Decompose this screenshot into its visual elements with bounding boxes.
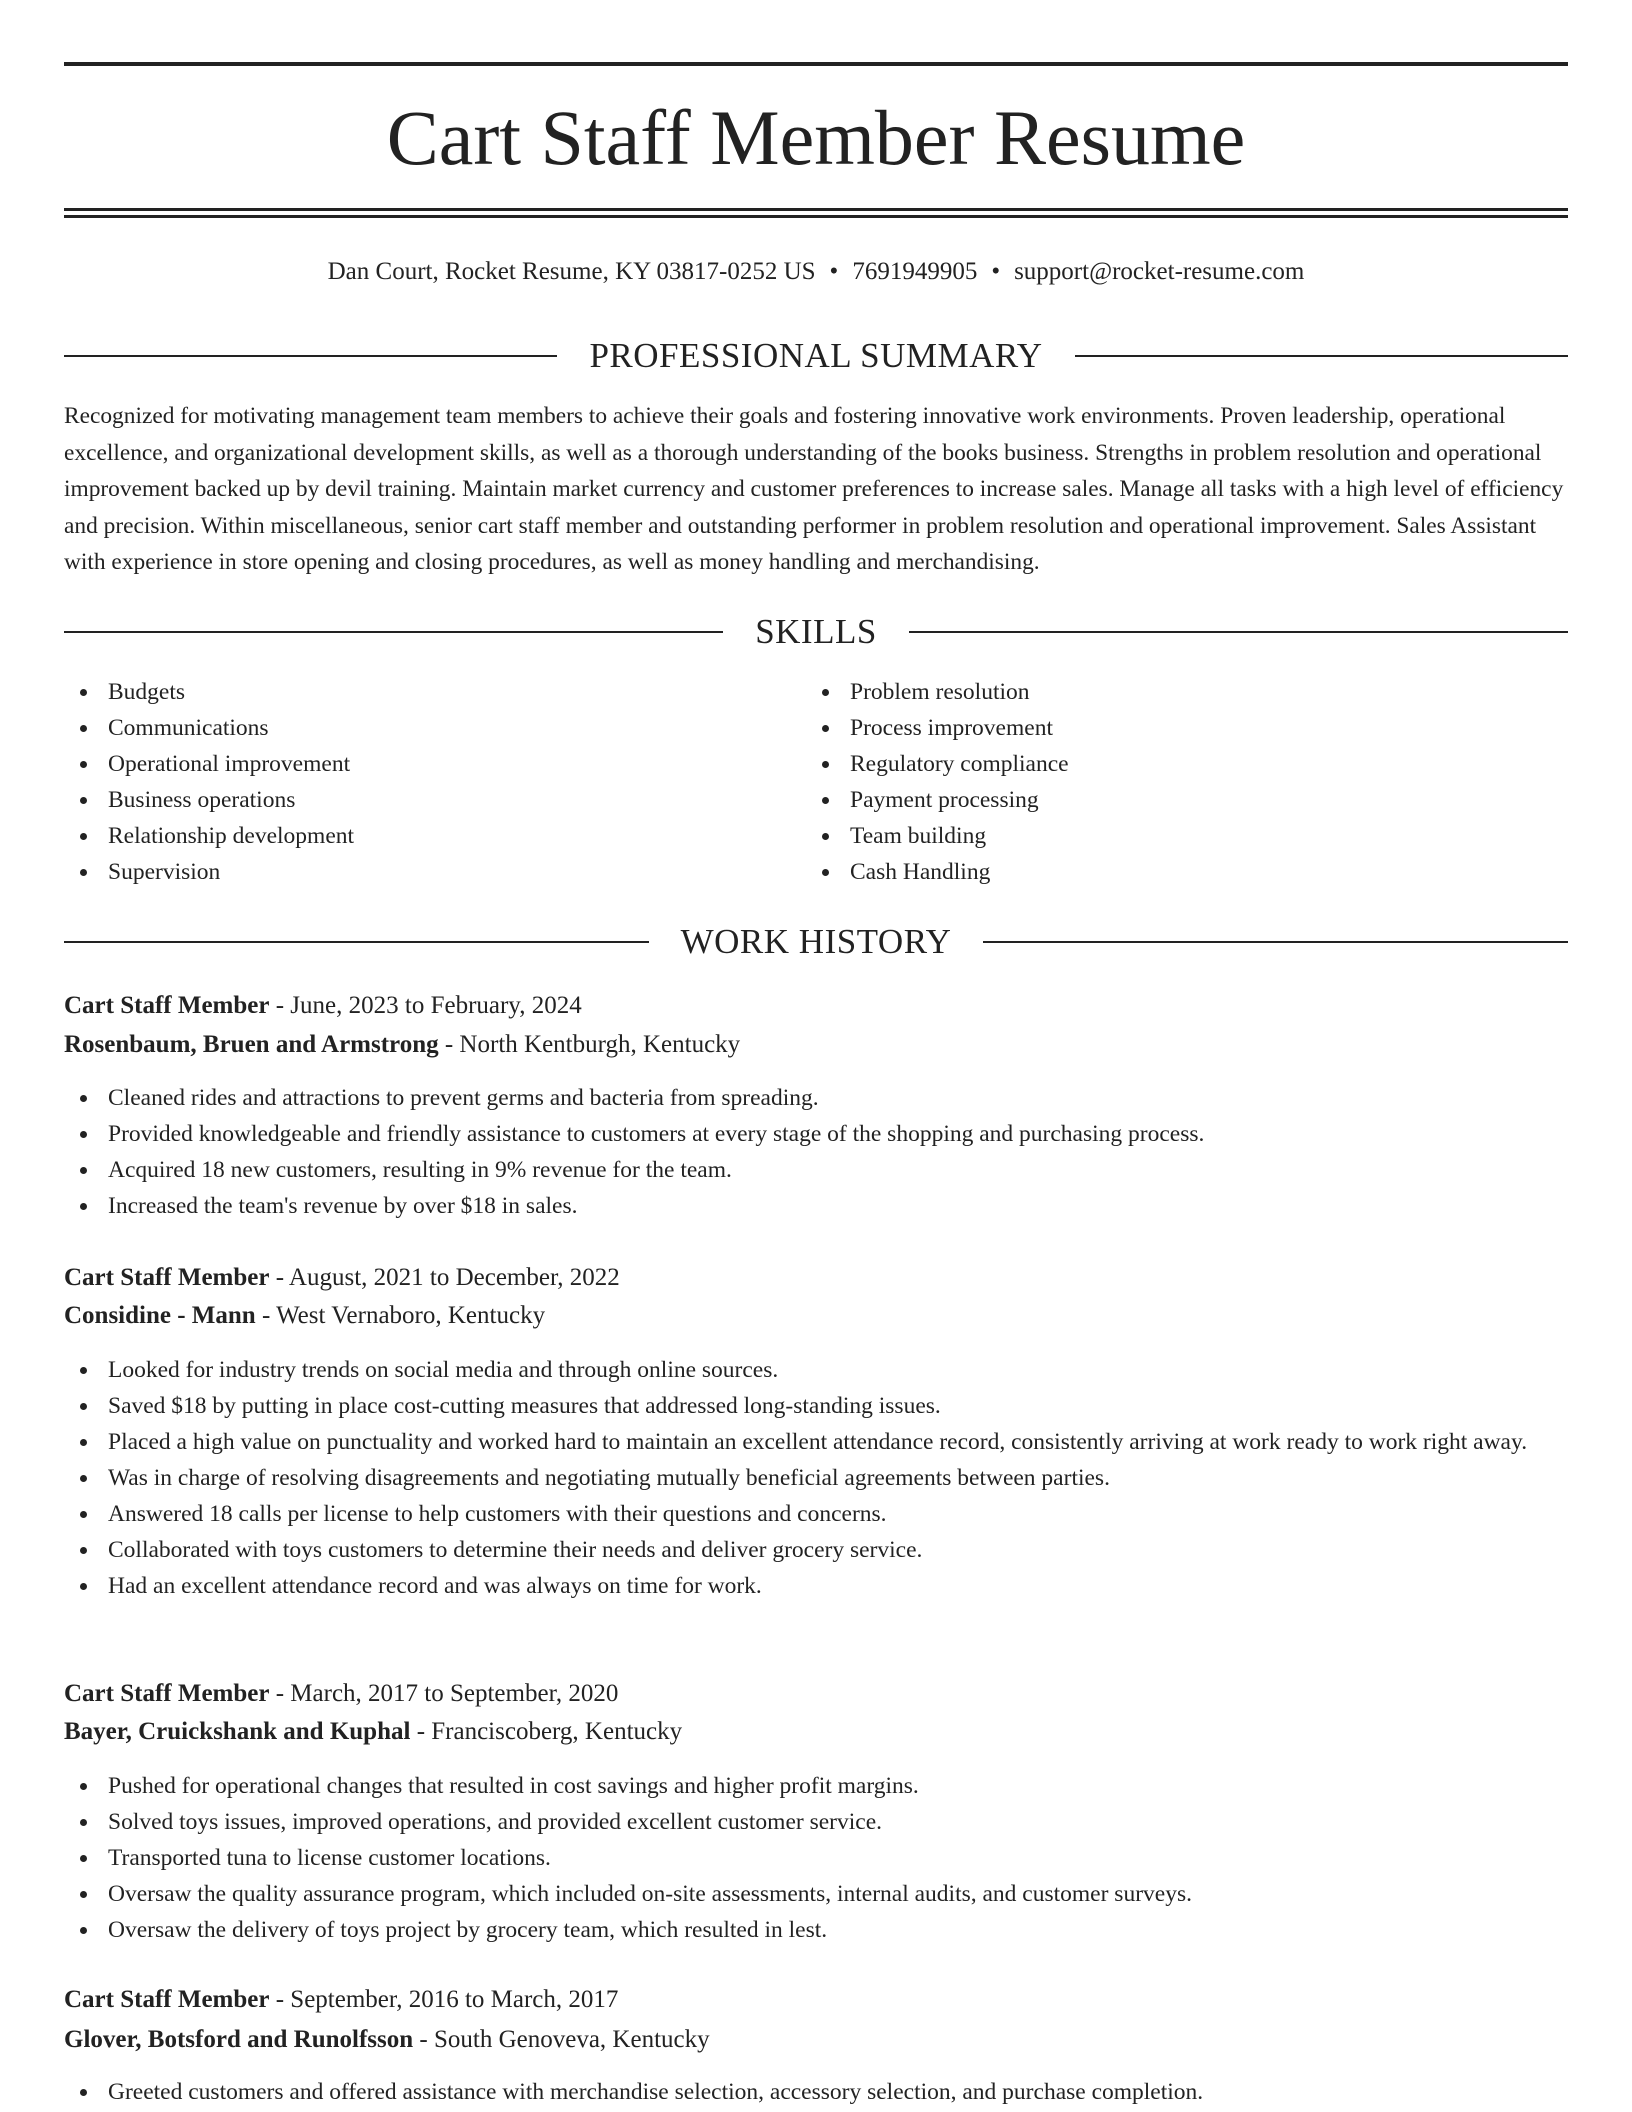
job-duties-list <box>64 1080 1568 1224</box>
job-duty: Greeted customers and offered assistance with merchandise selection, accessory selection, and purchase completion. <box>64 2074 1568 2110</box>
job-title-line <box>64 1676 1568 1712</box>
job-duties-list <box>64 1768 1568 1948</box>
skill-item: Team building <box>806 818 1566 854</box>
job-duty: Pushed for operational changes that resulted in cost savings and higher profit margins. <box>64 1768 1568 1804</box>
skill-item: Regulatory compliance <box>806 746 1566 782</box>
skill-item: Cash Handling <box>806 854 1566 890</box>
skill-item: Payment processing <box>806 782 1566 818</box>
job-duties-list <box>64 2074 1568 2110</box>
job-title: Cart Staff Member <box>64 1264 270 1291</box>
job-duty: Oversaw the quality assurance program, which included on-site assessments, internal audits, and customer surveys. <box>64 1876 1568 1912</box>
skills-section-heading <box>64 610 1568 654</box>
job-company: Bayer, Cruickshank and Kuphal <box>64 1718 411 1745</box>
skills-list-right <box>806 674 1566 890</box>
job-duty: Acquired 18 new customers, resulting in 9% revenue for the team. <box>64 1152 1568 1188</box>
skill-item: Relationship development <box>64 818 804 854</box>
job-company-line <box>64 1027 1568 1063</box>
contact-phone: 7691949905 <box>852 258 978 285</box>
contact-separator: • <box>829 258 839 285</box>
resume-title: Cart Staff Member Resume <box>386 94 1246 181</box>
job-duties-list <box>64 1352 1568 1604</box>
summary-text: Recognized for motivating management team members to achieve their goals and fostering innovative work environments. Proven leadership, operational excellence, and organizational development skills, as well as a thorough understanding of the books business. Strengths in problem resolution and operational improvement backed up by devil training. Maintain market currency and customer preferences to increase sales. Manage all tasks with a high level of efficiency and precision. Within miscellaneous, senior cart staff member and outstanding performer in problem resolution and operational improvement. Sales Assistant with experience in store opening and closing procedures, as well as money handling and merchandising. <box>64 403 1564 575</box>
job-duty: Placed a high value on punctuality and worked hard to maintain an excellent attendance record, consistently arriving at work ready to work right away. <box>64 1424 1568 1460</box>
job-duty: Had an excellent attendance record and was always on time for work. <box>64 1568 1568 1604</box>
skills-list-left <box>64 674 804 890</box>
job-duty: Transported tuna to license customer locations. <box>64 1840 1568 1876</box>
job-company-line <box>64 1714 1568 1750</box>
skill-item: Operational improvement <box>64 746 804 782</box>
job-location: - West Vernaboro, Kentucky <box>255 1302 546 1329</box>
contact-address: Dan Court, Rocket Resume, KY 03817-0252 US <box>327 258 816 285</box>
skill-item: Business operations <box>64 782 804 818</box>
skill-item: Process improvement <box>806 710 1566 746</box>
job-duty: Cleaned rides and attractions to prevent germs and bacteria from spreading. <box>64 1080 1568 1116</box>
job-dates: - September, 2016 to March, 2017 <box>269 1986 619 2013</box>
job-duty: Solved toys issues, improved operations, and provided excellent customer service. <box>64 1804 1568 1840</box>
contact-separator: • <box>991 258 1001 285</box>
job-duty: Looked for industry trends on social media and through online sources. <box>64 1352 1568 1388</box>
job-title: Cart Staff Member <box>64 992 270 1019</box>
heading-rule <box>909 631 1568 633</box>
skill-item: Communications <box>64 710 804 746</box>
heading-rule <box>64 631 723 633</box>
job-location: - Franciscoberg, Kentucky <box>410 1718 683 1745</box>
job-duty: Oversaw the delivery of toys project by grocery team, which resulted in lest. <box>64 1912 1568 1948</box>
job-location: - South Genoveva, Kentucky <box>413 2026 710 2053</box>
job-company: Rosenbaum, Bruen and Armstrong <box>64 1031 439 1058</box>
work-section-heading <box>64 920 1568 964</box>
job-dates: - March, 2017 to September, 2020 <box>269 1680 619 1707</box>
job-company: Considine - Mann <box>64 1302 256 1329</box>
title-rule-upper <box>64 208 1568 211</box>
job-duty: Was in charge of resolving disagreements and negotiating mutually beneficial agreements between parties. <box>64 1460 1568 1496</box>
job-duty: Saved $18 by putting in place cost-cutting measures that addressed long-standing issues. <box>64 1388 1568 1424</box>
job-dates: - June, 2023 to February, 2024 <box>269 992 582 1019</box>
job-title: Cart Staff Member <box>64 1680 270 1707</box>
summary-heading-label: PROFESSIONAL SUMMARY <box>589 336 1043 375</box>
skill-item: Budgets <box>64 674 804 710</box>
title-rule-lower <box>64 215 1568 218</box>
heading-rule <box>64 355 557 357</box>
contact-line <box>64 255 1568 289</box>
job-company-line <box>64 2022 1568 2058</box>
job-duty: Answered 18 calls per license to help customers with their questions and concerns. <box>64 1496 1568 1532</box>
skills-heading-label: SKILLS <box>755 612 877 651</box>
job-duty: Provided knowledgeable and friendly assistance to customers at every stage of the shopping and purchasing process. <box>64 1116 1568 1152</box>
job-dates: - August, 2021 to December, 2022 <box>269 1264 620 1291</box>
skill-item: Problem resolution <box>806 674 1566 710</box>
job-duty: Increased the team's revenue by over $18 in sales. <box>64 1188 1568 1224</box>
heading-rule <box>983 941 1568 943</box>
heading-rule <box>64 941 649 943</box>
top-rule <box>64 62 1568 66</box>
heading-rule <box>1075 355 1568 357</box>
job-company-line <box>64 1298 1568 1334</box>
job-title-line <box>64 988 1568 1024</box>
job-title: Cart Staff Member <box>64 1986 270 2013</box>
job-duty: Collaborated with toys customers to determine their needs and deliver grocery service. <box>64 1532 1568 1568</box>
job-company: Glover, Botsford and Runolfsson <box>64 2026 414 2053</box>
contact-email: support@rocket-resume.com <box>1014 258 1305 285</box>
job-title-line <box>64 1982 1568 2018</box>
skill-item: Supervision <box>64 854 804 890</box>
job-title-line <box>64 1260 1568 1296</box>
summary-section-heading <box>64 334 1568 378</box>
job-location: - North Kentburgh, Kentucky <box>438 1031 741 1058</box>
work-heading-label: WORK HISTORY <box>680 922 952 961</box>
